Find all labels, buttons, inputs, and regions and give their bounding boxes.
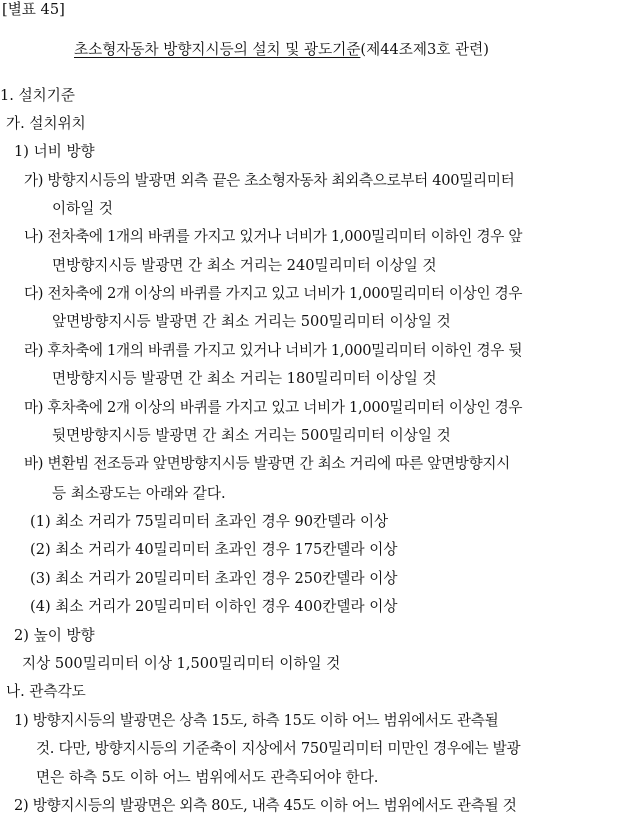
clause-line: 바) 변환빔 전조등과 앞면방향지시등 발광면 간 최소 거리에 따른 앞면방향지시	[24, 455, 510, 472]
subsection-heading: 가. 설치위치	[6, 115, 86, 132]
clause-line: 다) 전차축에 2개 이상의 바퀴를 가지고 있고 너비가 1,000밀리미터 이상인 경우	[24, 285, 523, 302]
clause-continuation: 면방향지시등 발광면 간 최소 거리는 240밀리미터 이상일 것	[52, 257, 437, 274]
item-heading: 1) 너비 방향	[14, 143, 95, 160]
clause-line: 가) 방향지시등의 발광면 외측 끝은 초소형자동차 최외측으로부터 400밀리미터	[24, 172, 515, 189]
annex-label: [별표 45]	[2, 1, 65, 18]
clause-line: 나) 전차축에 1개의 바퀴를 가지고 있거나 너비가 1,000밀리미터 이하인 경우 앞	[24, 228, 523, 245]
item-continuation: 것. 다만, 방향지시등의 기준축이 지상에서 750밀리미터 미만인 경우에는 발광	[36, 740, 521, 757]
item-line: 1) 방향지시등의 발광면은 상측 15도, 하측 15도 이하 어느 범위에서도 관측될	[14, 712, 499, 729]
item-line: 2) 방향지시등의 발광면은 외측 80도, 내측 45도 이하 어느 범위에서도 관측될 것	[14, 797, 517, 814]
document-title-reference: (제44조제3호 관련)	[360, 41, 489, 58]
sub-clause-line: (3) 최소 거리가 20밀리미터 초과인 경우 250칸델라 이상	[30, 570, 398, 587]
sub-clause-line: (4) 최소 거리가 20밀리미터 이하인 경우 400칸델라 이상	[30, 598, 398, 615]
item-heading: 2) 높이 방향	[14, 627, 95, 644]
clause-continuation: 면방향지시등 발광면 간 최소 거리는 180밀리미터 이상일 것	[52, 370, 437, 387]
clause-continuation: 앞면방향지시등 발광면 간 최소 거리는 500밀리미터 이상일 것	[52, 313, 451, 330]
item-continuation: 면은 하측 5도 이하 어느 범위에서도 관측되어야 한다.	[36, 769, 379, 786]
subsection-heading: 나. 관측각도	[6, 683, 86, 700]
sub-clause-line: (2) 최소 거리가 40밀리미터 초과인 경우 175칸델라 이상	[30, 541, 398, 558]
clause-continuation: 등 최소광도는 아래와 같다.	[52, 485, 226, 502]
clause-continuation: 이하일 것	[52, 200, 114, 217]
clause-line: 마) 후차축에 2개 이상의 바퀴를 가지고 있고 너비가 1,000밀리미터 이상인 경우	[24, 399, 523, 416]
clause-line: 라) 후차축에 1개의 바퀴를 가지고 있거나 너비가 1,000밀리미터 이하인 경우 뒷	[24, 342, 523, 359]
section-heading: 1. 설치기준	[0, 87, 75, 104]
item-body: 지상 500밀리미터 이상 1,500밀리미터 이하일 것	[22, 655, 341, 672]
clause-continuation: 뒷면방향지시등 발광면 간 최소 거리는 500밀리미터 이상일 것	[52, 427, 451, 444]
document-title-main: 초소형자동차 방향지시등의 설치 및 광도기준	[74, 41, 361, 58]
sub-clause-line: (1) 최소 거리가 75밀리미터 초과인 경우 90칸델라 이상	[30, 513, 389, 530]
document-title	[74, 40, 489, 60]
